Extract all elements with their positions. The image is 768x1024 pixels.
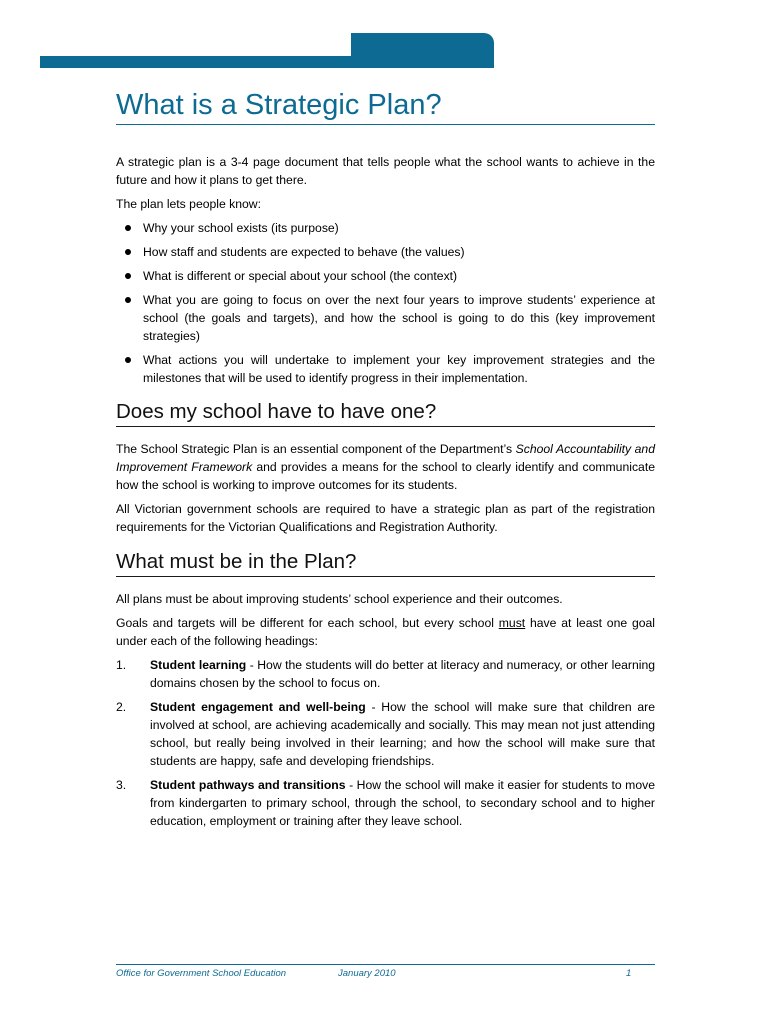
- purpose-bullet-list: [116, 219, 655, 387]
- page-title: What is a Strategic Plan?: [116, 89, 442, 121]
- requirement-paragraph-2: All Victorian government schools are required to have a strategic plan as part of the registration requirements for the Victorian Qualifications and Registration Authority.: [116, 502, 655, 534]
- bullet-icon: [125, 225, 131, 231]
- footer-page-number: 1: [626, 968, 632, 979]
- bullet-item: What is different or special about your school (the context): [116, 267, 655, 285]
- bullet-icon: [125, 297, 131, 303]
- header-tab: [351, 33, 494, 68]
- goal-item: 2. Student engagement and well-being - How the school will make sure that children are involved at school, are achieving academically and socially. This may mean not just attending school, but really being involved in their learning; and how the school will make sure that students are happy, safe and developing friendships.: [116, 700, 656, 768]
- bullet-icon: [125, 357, 131, 363]
- footer-rule: [116, 964, 655, 965]
- intro-paragraph-1: A strategic plan is a 3-4 page document that tells people what the school wants to achieve in the future and how it plans to get there.: [116, 155, 655, 187]
- title-rule: [116, 124, 655, 125]
- bullet-item: How staff and students are expected to behave (the values): [116, 243, 655, 261]
- section-heading-requirement: Does my school have to have one?: [116, 400, 437, 423]
- bullet-item: Why your school exists (its purpose): [116, 219, 655, 237]
- footer-office: Office for Government School Education: [116, 968, 287, 979]
- bullet-icon: [125, 249, 131, 255]
- section-heading-contents: What must be in the Plan?: [116, 550, 357, 573]
- goal-item: 1. Student learning - How the students will do better at literacy and numeracy, or other learning domains chosen by the school to focus on.: [116, 658, 655, 690]
- section-rule: [116, 426, 655, 427]
- bullet-item: What actions you will undertake to implement your key improvement strategies and the milestones that will be used to identify progress in their implementation.: [116, 351, 655, 387]
- intro-paragraph-2: The plan lets people know:: [116, 197, 261, 211]
- bullet-icon: [125, 273, 131, 279]
- requirement-paragraph-1: The School Strategic Plan is an essential component of the Department’s School Accountability and Improvement Framework and provides a means for the school to clearly identify and communicate how the school is working to improve outcomes for its students.: [116, 442, 655, 492]
- footer-date: January 2010: [338, 968, 396, 979]
- goal-headings-list: [116, 656, 655, 830]
- contents-paragraph-1: All plans must be about improving students’ school experience and their outcomes.: [116, 592, 563, 606]
- bullet-item: What you are going to focus on over the next four years to improve students’ experience at school (the goals and targets), and how the school is going to do this (key improvement strategies): [116, 291, 655, 345]
- goal-item: 3. Student pathways and transitions - How the school will make it easier for students to move from kindergarten to primary school, through the school, to secondary school and to higher education, employment or training after they leave school.: [116, 778, 655, 828]
- section-rule: [116, 576, 655, 577]
- contents-paragraph-2: Goals and targets will be different for each school, but every school must have at least one goal under each of the following headings:: [116, 616, 655, 648]
- document-body: [116, 86, 655, 830]
